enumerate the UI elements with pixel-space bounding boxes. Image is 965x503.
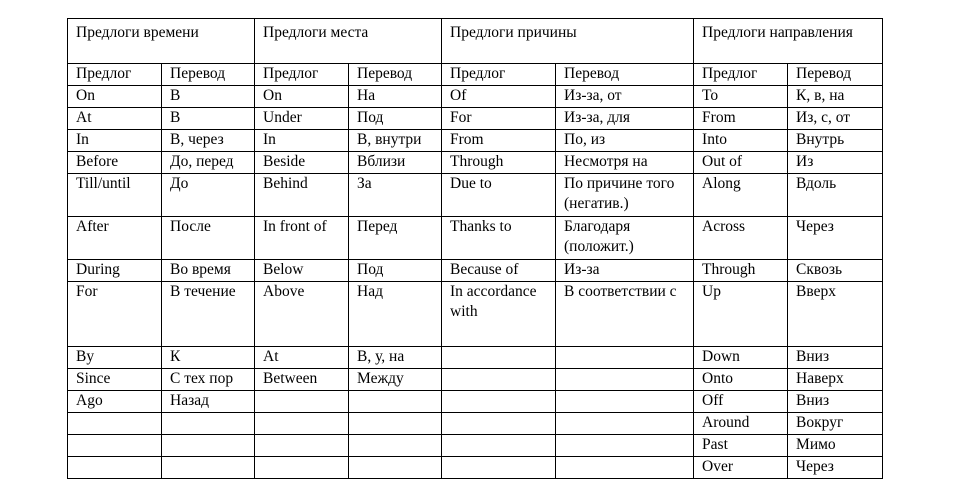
translation-cell: Под (349, 108, 442, 130)
translation-cell: Из-за (556, 260, 694, 282)
table-row (68, 260, 883, 282)
subheader-row (68, 64, 883, 86)
preposition-cell: To (694, 86, 788, 108)
translation-cell (349, 435, 442, 457)
preposition-cell: Ago (68, 391, 162, 413)
translation-cell: Наверх (788, 369, 883, 391)
translation-cell: Вдоль (788, 174, 883, 217)
preposition-cell: In front of (255, 217, 349, 260)
preposition-cell (255, 435, 349, 457)
translation-cell: В течение (162, 282, 255, 347)
translation-cell: Назад (162, 391, 255, 413)
translation-cell: Вверх (788, 282, 883, 347)
preposition-cell: Along (694, 174, 788, 217)
translation-cell (162, 435, 255, 457)
preposition-cell: Around (694, 413, 788, 435)
translation-cell: В (162, 108, 255, 130)
preposition-cell (442, 457, 556, 479)
translation-cell: В, внутри (349, 130, 442, 152)
table-row (68, 217, 883, 260)
preposition-cell: Of (442, 86, 556, 108)
translation-cell (349, 413, 442, 435)
translation-cell: Через (788, 457, 883, 479)
preposition-cell: From (442, 130, 556, 152)
preposition-cell: Because of (442, 260, 556, 282)
translation-cell: Вокруг (788, 413, 883, 435)
preposition-cell: Down (694, 347, 788, 369)
preposition-cell (442, 435, 556, 457)
subheader-cell: Перевод (349, 64, 442, 86)
translation-cell: Вниз (788, 347, 883, 369)
preposition-cell: Through (442, 152, 556, 174)
preposition-cell: On (255, 86, 349, 108)
translation-cell (349, 457, 442, 479)
table-row (68, 435, 883, 457)
translation-cell: Мимо (788, 435, 883, 457)
translation-cell: В соответствии с (556, 282, 694, 347)
preposition-cell: Over (694, 457, 788, 479)
preposition-cell: During (68, 260, 162, 282)
translation-cell: В, через (162, 130, 255, 152)
preposition-cell: At (68, 108, 162, 130)
translation-cell (349, 391, 442, 413)
prepositions-table (67, 18, 883, 479)
translation-cell: Несмотря на (556, 152, 694, 174)
preposition-cell: By (68, 347, 162, 369)
preposition-cell: Above (255, 282, 349, 347)
preposition-cell: Across (694, 217, 788, 260)
translation-cell: К, в, на (788, 86, 883, 108)
preposition-cell (68, 435, 162, 457)
translation-cell: По причине того (негатив.) (556, 174, 694, 217)
preposition-cell: For (442, 108, 556, 130)
translation-cell: К (162, 347, 255, 369)
group-header-direction: Предлоги направления (694, 19, 883, 64)
preposition-cell: From (694, 108, 788, 130)
table-row (68, 174, 883, 217)
preposition-cell: On (68, 86, 162, 108)
table-row (68, 130, 883, 152)
translation-cell: Внутрь (788, 130, 883, 152)
group-header-time: Предлоги времени (68, 19, 255, 64)
translation-cell: Во время (162, 260, 255, 282)
table-row (68, 152, 883, 174)
table-row (68, 369, 883, 391)
preposition-cell (442, 413, 556, 435)
translation-cell: В, у, на (349, 347, 442, 369)
translation-cell: Благодаря (положит.) (556, 217, 694, 260)
table-row (68, 347, 883, 369)
group-header-place: Предлоги места (255, 19, 442, 64)
subheader-cell: Предлог (255, 64, 349, 86)
translation-cell: Между (349, 369, 442, 391)
subheader-cell: Перевод (162, 64, 255, 86)
translation-cell (162, 413, 255, 435)
translation-cell: Вниз (788, 391, 883, 413)
translation-cell: На (349, 86, 442, 108)
translation-cell: Из-за, от (556, 86, 694, 108)
preposition-cell: For (68, 282, 162, 347)
preposition-cell: Thanks to (442, 217, 556, 260)
table-row (68, 86, 883, 108)
table-row (68, 413, 883, 435)
preposition-cell (255, 391, 349, 413)
preposition-cell: Below (255, 260, 349, 282)
translation-cell (556, 391, 694, 413)
group-header-cause: Предлоги причины (442, 19, 694, 64)
subheader-cell: Предлог (68, 64, 162, 86)
preposition-cell (442, 369, 556, 391)
preposition-cell: Through (694, 260, 788, 282)
subheader-cell: Предлог (694, 64, 788, 86)
table-row (68, 108, 883, 130)
translation-cell (556, 435, 694, 457)
translation-cell: До (162, 174, 255, 217)
translation-cell: Сквозь (788, 260, 883, 282)
table-row (68, 457, 883, 479)
preposition-cell: At (255, 347, 349, 369)
preposition-cell: Beside (255, 152, 349, 174)
translation-cell: Из-за, для (556, 108, 694, 130)
preposition-cell (442, 347, 556, 369)
translation-cell: Перед (349, 217, 442, 260)
translation-cell (556, 413, 694, 435)
translation-cell: Через (788, 217, 883, 260)
table-body (68, 19, 883, 479)
preposition-cell: Up (694, 282, 788, 347)
preposition-cell: In accordance with (442, 282, 556, 347)
subheader-cell: Перевод (556, 64, 694, 86)
translation-cell: До, перед (162, 152, 255, 174)
preposition-cell: Under (255, 108, 349, 130)
preposition-cell: Into (694, 130, 788, 152)
translation-cell: По, из (556, 130, 694, 152)
preposition-cell: Out of (694, 152, 788, 174)
table-row (68, 282, 883, 347)
translation-cell: За (349, 174, 442, 217)
subheader-cell: Предлог (442, 64, 556, 86)
translation-cell: Под (349, 260, 442, 282)
preposition-cell: In (68, 130, 162, 152)
preposition-cell: In (255, 130, 349, 152)
preposition-cell: Till/until (68, 174, 162, 217)
translation-cell: Вблизи (349, 152, 442, 174)
preposition-cell: Between (255, 369, 349, 391)
preposition-cell: Behind (255, 174, 349, 217)
subheader-cell: Перевод (788, 64, 883, 86)
preposition-cell: After (68, 217, 162, 260)
preposition-cell (255, 413, 349, 435)
translation-cell: С тех пор (162, 369, 255, 391)
translation-cell (556, 347, 694, 369)
translation-cell (556, 457, 694, 479)
preposition-cell: Onto (694, 369, 788, 391)
translation-cell: Над (349, 282, 442, 347)
preposition-cell (255, 457, 349, 479)
table-row (68, 391, 883, 413)
group-header-row (68, 19, 883, 64)
translation-cell: После (162, 217, 255, 260)
preposition-cell (68, 413, 162, 435)
translation-cell (556, 369, 694, 391)
preposition-cell: Due to (442, 174, 556, 217)
translation-cell: В (162, 86, 255, 108)
preposition-cell: Since (68, 369, 162, 391)
preposition-cell (442, 391, 556, 413)
preposition-cell: Past (694, 435, 788, 457)
translation-cell (162, 457, 255, 479)
preposition-cell: Off (694, 391, 788, 413)
preposition-cell (68, 457, 162, 479)
preposition-cell: Before (68, 152, 162, 174)
translation-cell: Из (788, 152, 883, 174)
translation-cell: Из, с, от (788, 108, 883, 130)
